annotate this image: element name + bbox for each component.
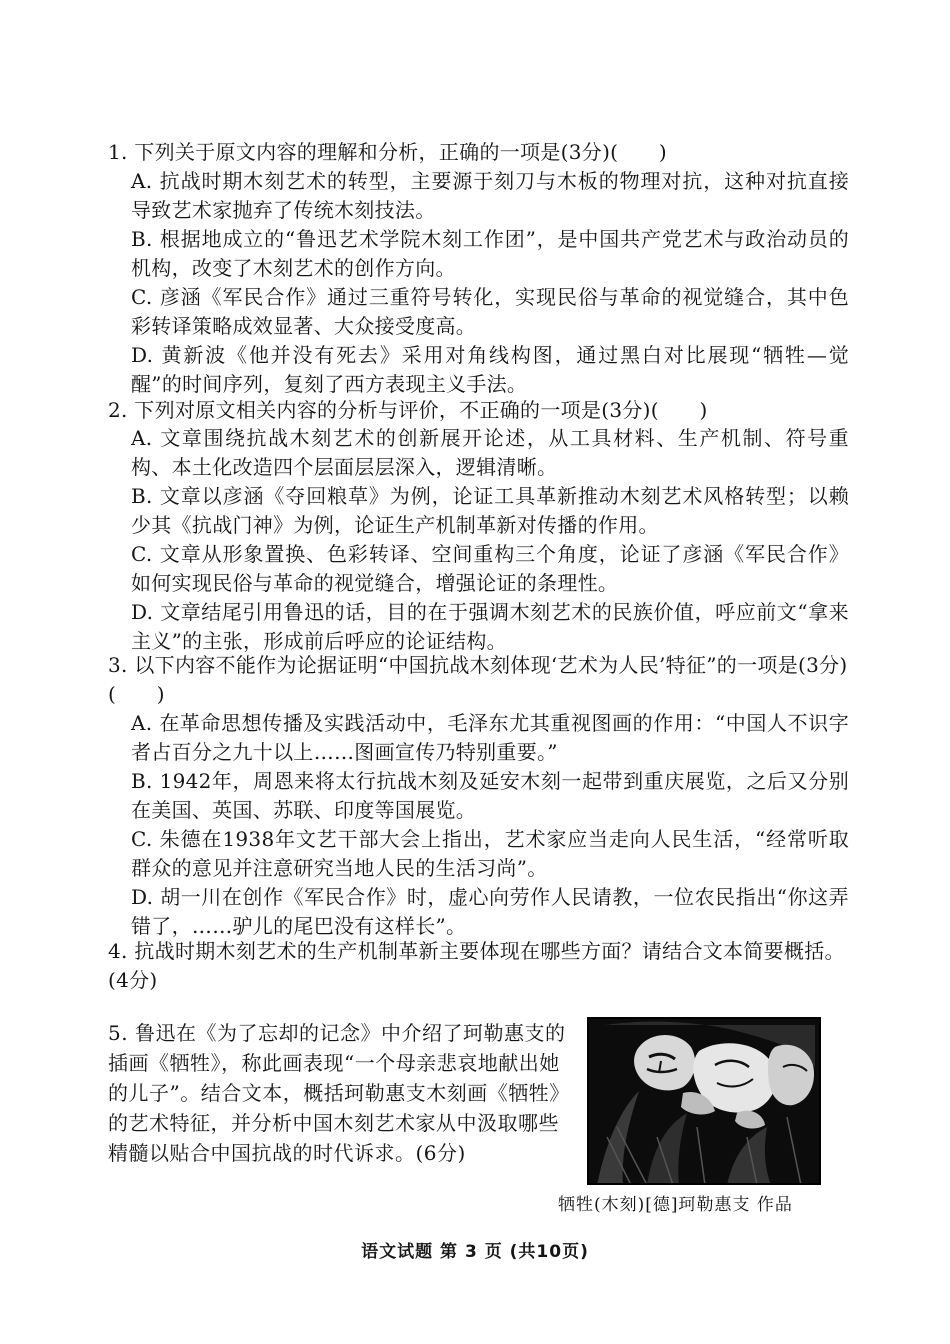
question-3-option-a: A. 在革命思想传播及实践活动中，毛泽东尤其重视图画的作用：“中国人不识字者占百分之九十以上……图画宣传乃特别重要。”	[131, 711, 849, 764]
page-footer: 语文试题 第 3 页 (共10页)	[361, 1242, 589, 1262]
woodcut-illustration	[587, 1017, 821, 1185]
question-3-option-c: C. 朱德在1938年文艺干部大会上指出，艺术家应当走向人民生活，“经常听取群众的意见并注意研究当地人民的生活习尚”。	[131, 827, 849, 880]
sacrifice-woodcut-image	[587, 1017, 821, 1185]
question-1-option-b: B. 根据地成立的“鲁迅艺术学院木刻工作团”，是中国共产党艺术与政治动员的机构，改变了木刻艺术的创作方向。	[131, 227, 849, 280]
question-3-stem: 3. 以下内容不能作为论据证明“中国抗战木刻体现‘艺术为人民’特征”的一项是(3分)( )	[108, 653, 848, 706]
woodcut-caption: 牺牲(木刻)[德]珂勒惠支 作品	[558, 1195, 793, 1215]
question-5-text: 5. 鲁迅在《为了忘却的记念》中介绍了珂勒惠支的插画《牺牲》，称此画表现“一个母亲悲哀地献出她的儿子”。结合文本，概括珂勒惠支木刻画《牺牲》的艺术特征，并分析中国木刻艺术家从中汲取哪些精髓以贴合中国抗战的时代诉求。(6分)	[108, 1021, 566, 1165]
question-1-stem: 1. 下列关于原文内容的理解和分析，正确的一项是(3分)( )	[108, 140, 667, 164]
question-2-stem: 2. 下列对原文相关内容的分析与评价，不正确的一项是(3分)( )	[108, 398, 708, 422]
question-3-option-b: B. 1942年，周恩来将太行抗战木刻及延安木刻一起带到重庆展览，之后又分别在美国、英国、苏联、印度等国展览。	[131, 769, 849, 822]
question-3-option-d: D. 胡一川在创作《军民合作》时，虚心向劳作人民请教，一位农民指出“你这弄错了，……驴儿的尾巴没有这样长”。	[131, 885, 849, 938]
question-1-option-d: D. 黄新波《他并没有死去》采用对角线构图，通过黑白对比展现“牺牲—觉醒”的时间序列，复刻了西方表现主义手法。	[131, 343, 849, 396]
question-2-option-d: D. 文章结尾引用鲁迅的话，目的在于强调木刻艺术的民族价值，呼应前文“拿来主义”的主张，形成前后呼应的论证结构。	[131, 600, 849, 653]
question-1-option-c: C. 彦涵《军民合作》通过三重符号转化，实现民俗与革命的视觉缝合，其中色彩转译策略成效显著、大众接受度高。	[131, 285, 849, 338]
question-4-stem: 4. 抗战时期木刻艺术的生产机制革新主要体现在哪些方面？请结合文本简要概括。(4分)	[108, 939, 845, 992]
question-2-option-c: C. 文章从形象置换、色彩转译、空间重构三个角度，论证了彦涵《军民合作》如何实现民俗与革命的视觉缝合，增强论证的条理性。	[131, 542, 849, 595]
question-1-option-a: A. 抗战时期木刻艺术的转型，主要源于刻刀与木板的物理对抗，这种对抗直接导致艺术家抛弃了传统木刻技法。	[131, 169, 849, 222]
question-2-option-b: B. 文章以彦涵《夺回粮草》为例，论证工具革新推动木刻艺术风格转型；以赖少其《抗战门神》为例，论证生产机制革新对传播的作用。	[131, 484, 849, 537]
question-2-option-a: A. 文章围绕抗战木刻艺术的创新展开论述，从工具材料、生产机制、符号重构、本土化改造四个层面层层深入，逻辑清晰。	[131, 426, 849, 479]
